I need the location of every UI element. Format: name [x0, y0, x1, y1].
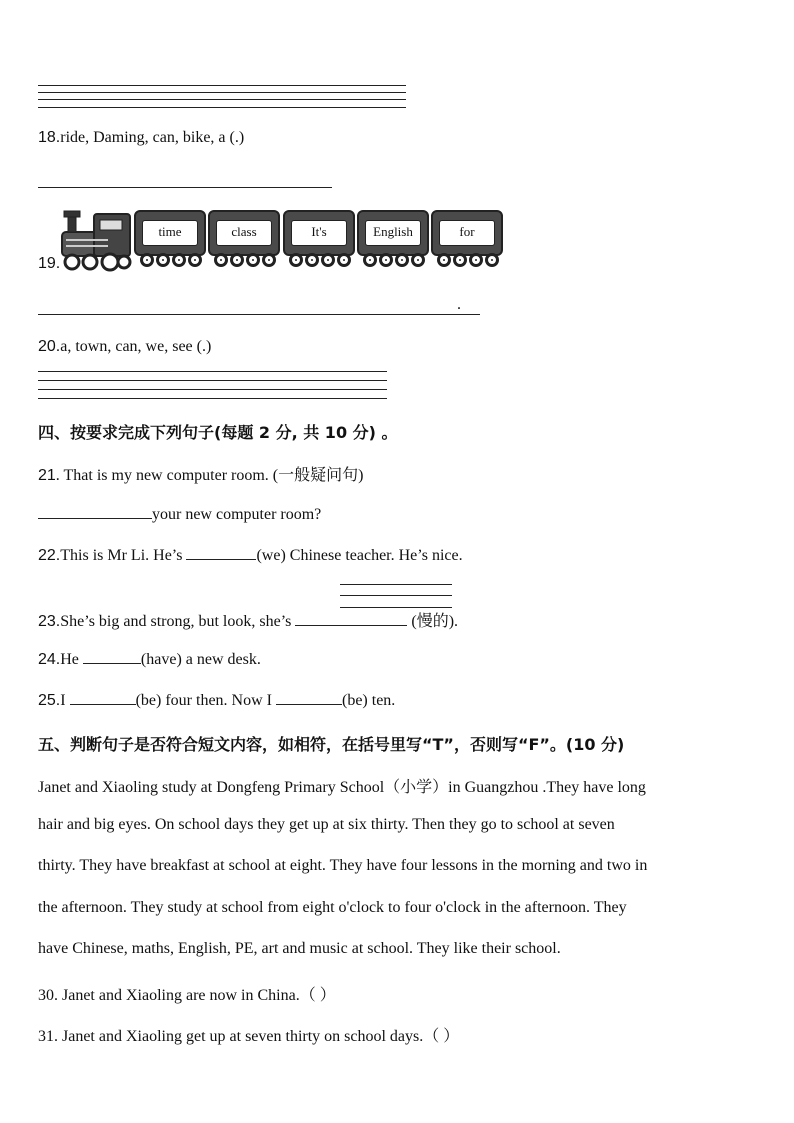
wheel-icon: [156, 253, 170, 267]
wheel-icon: [411, 253, 425, 267]
question-21-answer: [38, 504, 321, 524]
wheel-icon: [262, 253, 276, 267]
passage-line: Janet and Xiaoling study at Dongfeng Primary School（小学）in Guangzhou .They have long: [38, 779, 646, 796]
answer-line: [38, 92, 406, 93]
question-text: a, town, can, we, see (.): [60, 338, 212, 355]
wheel-icon: [379, 253, 393, 267]
wheel-icon: [246, 253, 260, 267]
end-period: .: [457, 296, 461, 313]
wheel-icon: [485, 253, 499, 267]
train-car-word: class: [216, 220, 272, 246]
wheel-icon: [172, 253, 186, 267]
train-car: [431, 210, 503, 256]
question-text-before: This is Mr Li. He’s: [60, 547, 187, 564]
question-number: 25.: [38, 692, 61, 709]
wheel-icon: [363, 253, 377, 267]
answer-line: [38, 107, 406, 108]
answer-line: [38, 99, 406, 100]
answer-blank[interactable]: [83, 649, 141, 664]
question-text-before: He: [60, 651, 83, 668]
section-5-title: 五、判断句子是否符合短文内容，如相符，在括号里写“T”，否则写“F”。(10 分): [38, 735, 625, 754]
question-22: [38, 545, 463, 565]
train-car-word: English: [365, 220, 421, 246]
question-number: 19.: [38, 255, 61, 272]
question-text: 30. Janet and Xiaoling are now in China.: [38, 987, 300, 1004]
wheel-icon: [214, 253, 228, 267]
train-car-word: time: [142, 220, 198, 246]
question-number: 22.: [38, 547, 61, 564]
answer-line: [38, 85, 406, 86]
section-4-title: 四、按要求完成下列句子(每题 2 分, 共 10 分) 。: [38, 423, 398, 442]
wheel-icon: [321, 253, 335, 267]
answer-line: [38, 187, 332, 188]
answer-line: [340, 595, 452, 596]
question-23: [38, 608, 458, 631]
wheel-icon: [305, 253, 319, 267]
wheel-icon: [289, 253, 303, 267]
question-text-part1: I: [60, 692, 70, 709]
answer-parentheses[interactable]: （ ）: [423, 1028, 460, 1045]
train-car: [357, 210, 429, 256]
locomotive-icon: [60, 208, 134, 272]
train-car-word: for: [439, 220, 495, 246]
wheel-icon: [140, 253, 154, 267]
question-text-part2: (be) four then. Now I: [135, 692, 276, 709]
passage-line: have Chinese, maths, English, PE, art and music at school. They like their school.: [38, 940, 561, 957]
answer-line: [38, 380, 387, 381]
question-31: [38, 1023, 459, 1046]
wheel-icon: [437, 253, 451, 267]
question-24: [38, 649, 261, 669]
answer-line: [38, 389, 387, 390]
question-text: 31. Janet and Xiaoling get up at seven thirty on school days.: [38, 1028, 424, 1045]
question-20: [38, 338, 211, 356]
wheel-icon: [395, 253, 409, 267]
train-car: [208, 210, 280, 256]
train-car: [283, 210, 355, 256]
question-number: 18.: [38, 129, 61, 146]
question-number: 20.: [38, 338, 61, 355]
train-car-word: It's: [291, 220, 347, 246]
answer-line: [38, 371, 387, 372]
wheel-icon: [337, 253, 351, 267]
question-text: . That is my new computer room. (一般疑问句): [55, 467, 364, 484]
question-19-number: [38, 255, 60, 273]
answer-blank[interactable]: [70, 690, 136, 705]
passage-line: the afternoon. They study at school from eight o'clock to four o'clock in the afternoon. They: [38, 899, 627, 916]
question-number: 21: [38, 467, 56, 484]
question-text-after: (we) Chinese teacher. He’s nice.: [256, 547, 463, 564]
answer-parentheses[interactable]: （ ）: [299, 987, 336, 1004]
answer-blank[interactable]: [276, 690, 342, 705]
question-text-after: (have) a new desk.: [140, 651, 261, 668]
question-number: 24.: [38, 651, 61, 668]
wheel-icon: [469, 253, 483, 267]
question-number: 23.: [38, 613, 61, 630]
answer-blank[interactable]: [38, 504, 152, 519]
question-text-after: (慢的).: [407, 613, 459, 630]
question-25: [38, 690, 395, 710]
wheel-icon: [188, 253, 202, 267]
question-21: [38, 462, 363, 485]
question-text-before: She’s big and strong, but look, she’s: [60, 613, 296, 630]
question-18: [38, 129, 244, 147]
passage-line: thirty. They have breakfast at school at eight. They have four lessons in the morning and two in: [38, 857, 648, 874]
wheel-icon: [230, 253, 244, 267]
answer-line: [38, 398, 387, 399]
train-car: [134, 210, 206, 256]
answer-blank[interactable]: [186, 545, 256, 560]
question-text: ride, Daming, can, bike, a (.): [60, 129, 245, 146]
answer-line: [38, 314, 480, 315]
passage-line: hair and big eyes. On school days they get up at six thirty. Then they go to school at seven: [38, 816, 615, 833]
question-30: [38, 982, 336, 1005]
wheel-icon: [453, 253, 467, 267]
answer-tail: your new computer room?: [152, 506, 322, 523]
answer-line: [340, 584, 452, 585]
answer-blank[interactable]: [295, 611, 407, 626]
question-text-part3: (be) ten.: [341, 692, 396, 709]
